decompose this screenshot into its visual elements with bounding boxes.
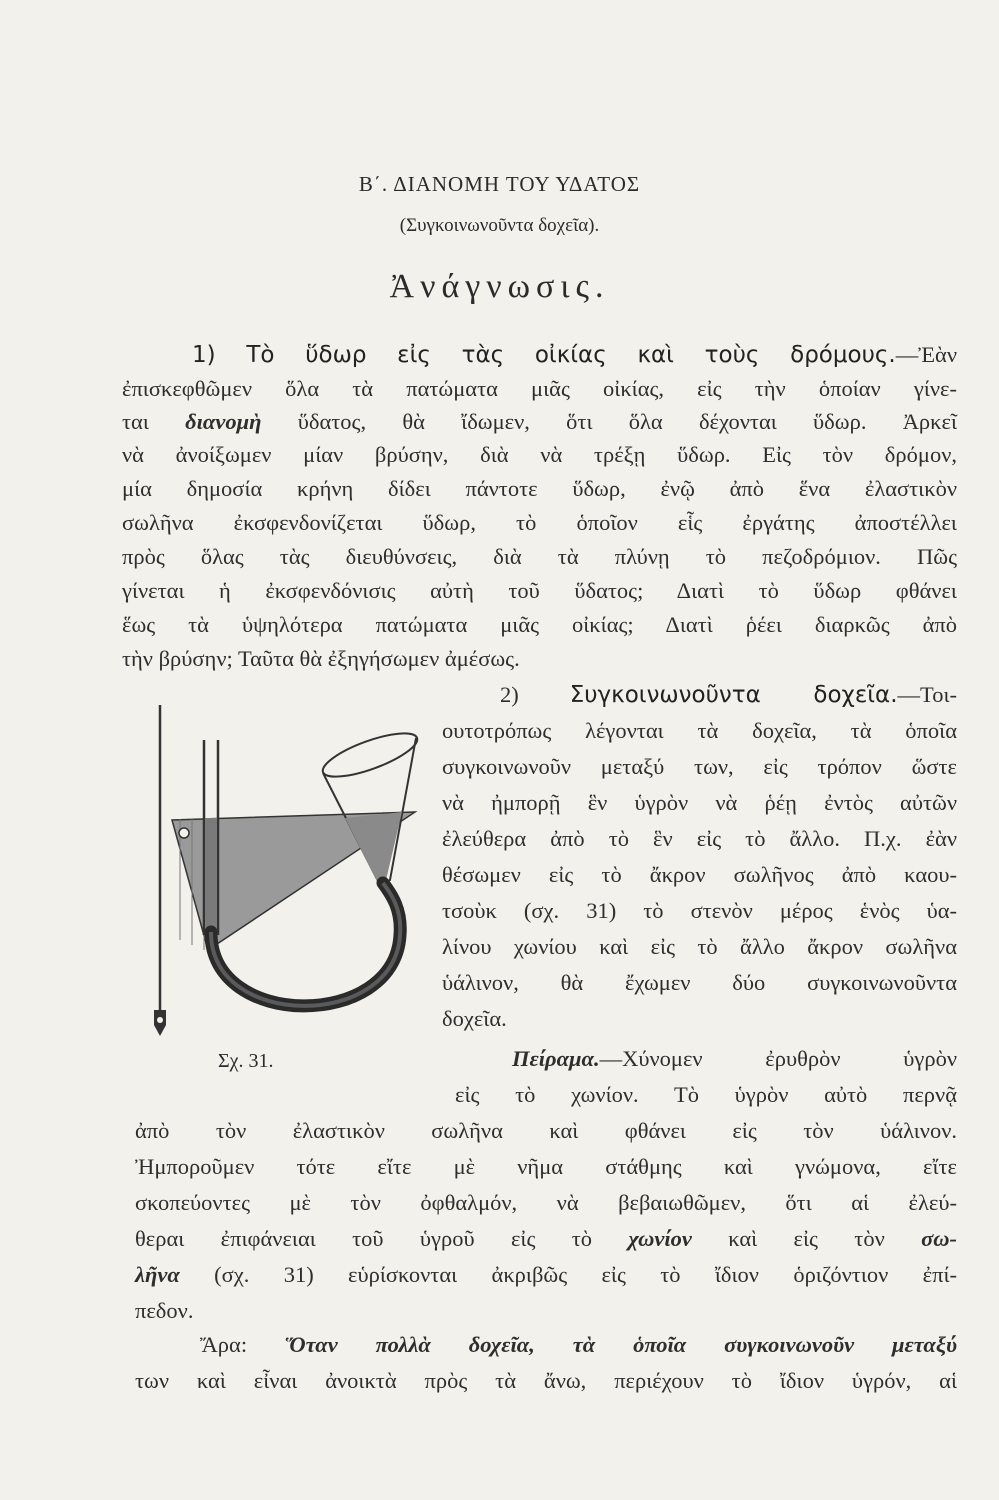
p3-line-1: Πείραμα.—Χύνομεν ἐρυθρὸν ὑγρὸν — [512, 1046, 957, 1071]
p1-line-2: ἐπισκεφθῶμεν ὅλα τὰ πατώματα μιᾶς οἰκίας, εἰς τὴν ὁποίαν γίνε- — [122, 376, 957, 401]
p2-line-4: νὰ ἠμπορῇ ἓν ὑγρὸν νὰ ῥέῃ ἐντὸς αὐτῶν — [442, 790, 957, 815]
p1-line-10: τὴν βρύσην; Ταῦτα θὰ ἐξηγήσωμεν ἀμέσως. — [122, 646, 520, 671]
p3-line-7: λῆνα (σχ. 31) εὑρίσκονται ἀκριβῶς εἰς τὸ ἴδιον ὁριζόντιον ἐπί- — [135, 1262, 957, 1287]
p2-line-1: 2) Συγκοινωνοῦντα δοχεῖα.—Τοι- — [500, 682, 958, 708]
chapter-title: Β΄. ΔΙΑΝΟΜΗ ΤΟΥ ΥΔΑΤΟΣ — [358, 172, 641, 196]
p2-line-5: ἐλεύθερα ἀπὸ τὸ ἓν εἰς τὸ ἄλλο. Π.χ. ἐὰν — [442, 826, 957, 851]
funnel-rim — [318, 725, 422, 786]
p3-line-4: Ἠμποροῦμεν τότε εἴτε μὲ νῆμα στάθμης καὶ γνώμονα, εἴτε — [135, 1154, 957, 1179]
p3-line-2: εἰς τὸ χωνίον. Τὸ ὑγρὸν αὐτὸ περνᾷ — [455, 1082, 957, 1107]
p2-line-10: δοχεῖα. — [442, 1006, 507, 1031]
experiment-label: Πείραμα. — [512, 1046, 600, 1071]
chapter-subtitle: (Συγκοινωνοῦντα δοχεῖα). — [399, 215, 600, 236]
p2-heading: Συγκοινωνοῦντα δοχεῖα. — [569, 682, 898, 708]
p4-line-1: Ἄρα: Ὅταν πολλὰ δοχεῖα, τὰ ὁποῖα συγκοινωνοῦν μεταξύ — [200, 1332, 958, 1357]
liquid-in-tube — [205, 818, 217, 938]
p1-line-1: 1) Τὸ ὕδωρ εἰς τὰς οἰκίας καὶ τοὺς δρόμους.—Ἐὰν — [192, 342, 957, 368]
p2-line-8: λίνου χωνίου καὶ εἰς τὸ ἄλλο ἄκρον σωλῆνα — [442, 934, 957, 959]
p1-heading: 1) Τὸ ὕδωρ εἰς τὰς οἰκίας καὶ τοὺς δρόμους. — [192, 342, 896, 368]
p1-line-9: ἕως τὰ ὑψηλότερα πατώματα μιᾶς οἰκίας; Διατὶ ῥέει διαρκῶς ἀπὸ — [122, 612, 957, 637]
p2-line-9: ὑάλινον, θὰ ἔχωμεν δύο συγκοινωνοῦντα — [442, 970, 957, 995]
p2-line-7: τσοὺκ (σχ. 31) τὸ στενὸν μέρος ἑνὸς ὑα- — [442, 898, 957, 923]
p3-line-6: θεραι ἐπιφάνειαι τοῦ ὑγροῦ εἰς τὸ χωνίον καὶ εἰς τὸν σω- — [135, 1226, 957, 1251]
p1-line-5: μία δημοσία κρήνη δίδει πάντοτε ὕδωρ, ἐνῷ ἀπὸ ἕνα ἐλαστικὸν — [122, 476, 957, 501]
term-dianomi: διανομὴ — [185, 409, 262, 434]
term-funnel: χωνίον — [628, 1226, 692, 1251]
p1-line-8: γίνεται ἡ ἐκσφενδόνισις αὐτὴ τοῦ ὕδατος; Διατὶ τὸ ὕδωρ φθάνει — [122, 578, 957, 603]
section-title: Ἀνάγνωσις. — [389, 268, 610, 305]
communicating-vessels-figure — [140, 700, 440, 1060]
term-tube-part1: σω- — [921, 1226, 957, 1251]
p3-line-5: σκοπεύοντες μὲ τὸν ὀφθαλμόν, νὰ βεβαιωθῶμεν, ὅτι αἱ ἐλεύ- — [135, 1190, 957, 1215]
term-tube-part2: λῆνα — [135, 1262, 180, 1287]
p1-line-7: πρὸς ὅλας τὰς διευθύνσεις, διὰ τὰ πλύνῃ τὸ πεζοδρόμιον. Πῶς — [122, 544, 957, 569]
p3-line-8: πεδον. — [135, 1298, 194, 1323]
p2-line-2: ουτοτρόπως λέγονται τὰ δοχεῖα, τὰ ὁποῖα — [442, 718, 957, 743]
p1-line-6: σωλῆνα ἐκσφενδονίζεται ὕδωρ, τὸ ὁποῖον εἷς ἐργάτης ἀποστέλλει — [122, 510, 957, 535]
p2-line-3: συγκοινωνοῦν μεταξύ των, εἰς τρόπον ὥστε — [442, 754, 957, 779]
p1-line-3: ται διανομὴ ὕδατος, θὰ ἴδωμεν, ὅτι ὅλα δέχονται ὕδωρ. Ἀρκεῖ — [122, 409, 958, 434]
p1-line-4: νὰ ἀνοίξωμεν μίαν βρύσην, διὰ νὰ τρέξῃ ὕδωρ. Εἰς τὸν δρόμον, — [122, 442, 957, 467]
p4-line-2: των καὶ εἶναι ἀνοικτὰ πρὸς τὰ ἄνω, περιέχουν τὸ ἴδιον ὑγρόν, αἱ — [135, 1368, 957, 1393]
p2-line-6: θέσωμεν εἰς τὸ ἄκρον σωλῆνος ἀπὸ καου- — [442, 862, 957, 887]
p3-line-3: ἀπὸ τὸν ἐλαστικὸν σωλῆνα καὶ φθάνει εἰς τὸν ὑάλινον. — [135, 1118, 957, 1143]
figure-caption: Σχ. 31. — [218, 1050, 274, 1072]
